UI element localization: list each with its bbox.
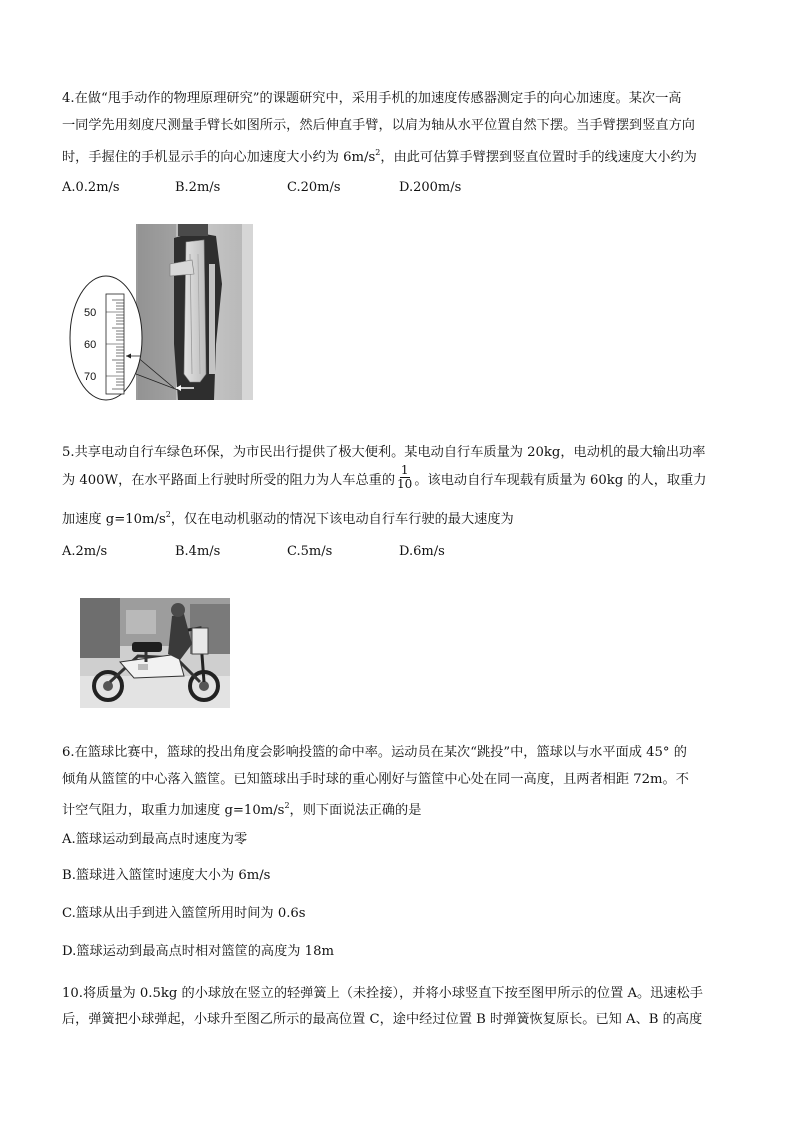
q5-fraction-numerator: 1 — [400, 463, 409, 477]
q10-line-1: 10.将质量为 0.5kg 的小球放在竖立的轻弹簧上（未拴接），并将小球竖直下按至图甲所示的位置 A。迅速松手 — [62, 986, 703, 1001]
q6-option-a: A.篮球运动到最高点时速度为零 — [62, 832, 248, 847]
q6-line-3-a: 计空气阻力，取重力加速度 g=10m/s — [62, 803, 285, 818]
q4-sup: 2 — [375, 148, 381, 157]
q6-option-d: D.篮球运动到最高点时相对篮筐的高度为 18m — [62, 944, 334, 959]
q5-option-c: C.5m/s — [287, 544, 333, 559]
ruler-label-50: 50 — [84, 307, 97, 319]
q5-line-3-b: ，仅在电动机驱动的情况下该电动自行车行驶的最大速度为 — [170, 512, 514, 527]
q6-option-b: B.篮球进入篮筐时速度大小为 6m/s — [62, 868, 271, 883]
q5-option-b: B.4m/s — [175, 544, 221, 559]
q6-line-3-b: ，则下面说法正确的是 — [289, 803, 422, 818]
q10-line-2: 后，弹簧把小球弹起，小球升至图乙所示的最高位置 C，途中经过位置 B 时弹簧恢复原长。已知 A、B 的高度 — [62, 1012, 703, 1027]
ebike-figure-image — [80, 598, 230, 708]
q4-line-2: 一同学先用刻度尺测量手臂长如图所示，然后伸直手臂，以肩为轴从水平位置自然下摆。当手臂摆到竖直方向 — [62, 118, 695, 133]
q5-line-3 — [62, 506, 514, 529]
q6-line-3 — [62, 797, 421, 820]
ebike-figure — [80, 598, 230, 708]
q6-line-2: 倾角从篮筐的中心落入篮筐。已知篮球出手时球的重心刚好与篮筐中心处在同一高度，且两者相距 72m。不 — [62, 772, 689, 787]
q5-sup: 2 — [165, 510, 171, 519]
q4-option-b: B.2m/s — [175, 180, 221, 195]
arm-ruler-figure — [66, 224, 256, 402]
q6-option-c: C.篮球从出手到进入篮筐所用时间为 0.6s — [62, 906, 306, 921]
q5-line-2-b: 。该电动自行车现载有质量为 60kg 的人，取重力 — [414, 473, 707, 488]
q4-option-d: D.200m/s — [399, 180, 462, 195]
ruler-label-60: 60 — [84, 339, 97, 351]
q6-line-1: 6.在篮球比赛中，篮球的投出角度会影响投篮的命中率。运动员在某次“跳投”中，篮球以与水平面成 45° 的 — [62, 745, 687, 760]
q4-option-a: A.0.2m/s — [62, 180, 120, 195]
q5-fraction-denominator: 10 — [397, 477, 413, 491]
ruler-label-70: 70 — [84, 371, 97, 383]
q5-option-d: D.6m/s — [399, 544, 445, 559]
q4-line-3-b: ，由此可估算手臂摆到竖直位置时手的线速度大小约为 — [380, 150, 697, 165]
q5-fraction — [397, 464, 412, 491]
q4-option-c: C.20m/s — [287, 180, 341, 195]
q5-line-1: 5.共享电动自行车绿色环保，为市民出行提供了极大便利。某电动自行车质量为 20kg，电动机的最大输出功率 — [62, 445, 706, 460]
q5-line-2-a: 为 400W，在水平路面上行驶时所受的阻力为人车总重的 — [62, 473, 396, 488]
q4-line-3-a: 时，手握住的手机显示手的向心加速度大小约为 6m/s — [62, 150, 376, 165]
q6-sup: 2 — [284, 801, 290, 810]
arm-ruler-figure-image — [66, 224, 256, 402]
q4-line-1: 4.在做“甩手动作的物理原理研究”的课题研究中，采用手机的加速度传感器测定手的向心加速度。某次一高 — [62, 91, 682, 106]
q4-line-3 — [62, 144, 697, 167]
q5-option-a: A.2m/s — [62, 544, 108, 559]
q5-line-3-a: 加速度 g=10m/s — [62, 512, 166, 527]
q5-line-2 — [62, 463, 707, 491]
